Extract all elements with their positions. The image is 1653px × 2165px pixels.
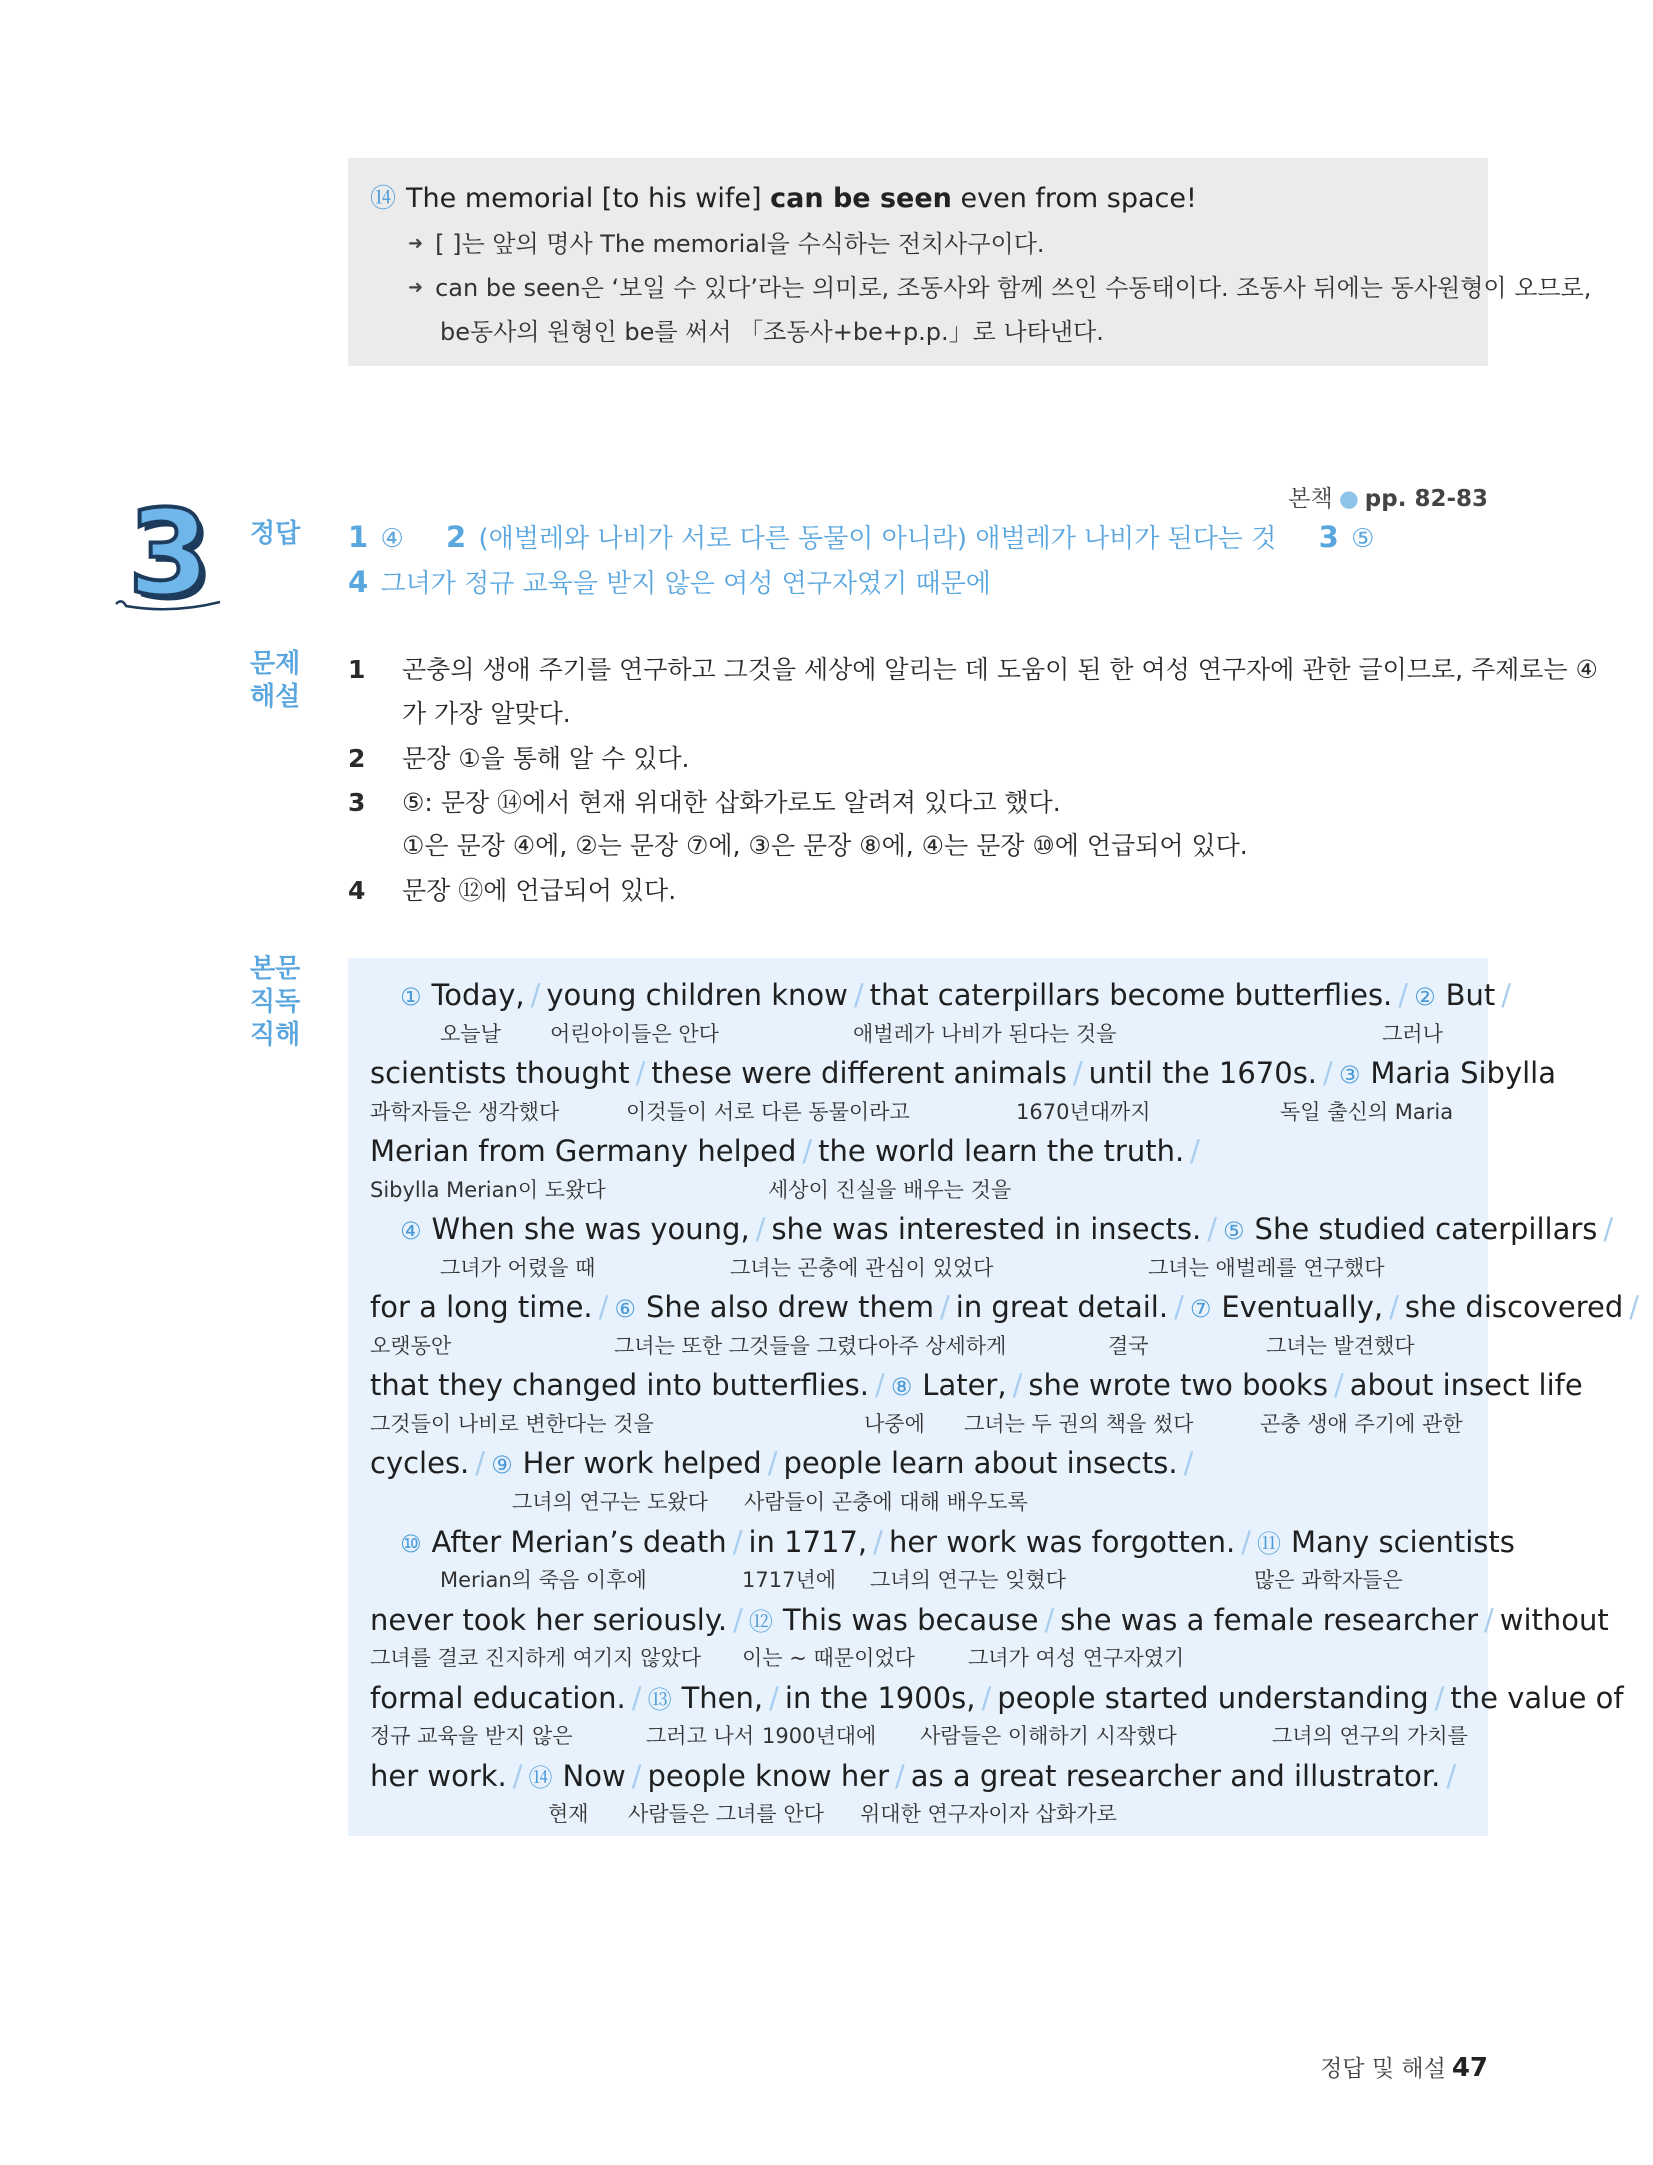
explanation-item-3-cont: ①은 문장 ④에, ②는 문장 ⑦에, ③은 문장 ⑧에, ④는 문장 ⑩에 언급되어 있다.	[402, 831, 1248, 860]
gloss: 오늘날	[440, 1022, 501, 1046]
gloss: 그녀가 어렸을 때	[440, 1256, 596, 1280]
gloss: 그녀는 곤충에 관심이 있었다	[730, 1256, 994, 1280]
gloss: 세상이 진실을 배우는 것을	[768, 1178, 1012, 1202]
passage-line-4: ④ When she was young, / she was interested in insects. / ⑤ She studied caterpillars /	[400, 1212, 1614, 1246]
gloss: 사람들이 곤충에 대해 배우도록	[744, 1490, 1028, 1514]
explanation-item-1: 1 곤충의 생애 주기를 연구하고 그것을 세상에 알리는 데 도움이 된 한 여성 연구자에 관한 글이므로, 주제로는 ④	[348, 655, 1598, 684]
explanation-item-3: 3 ⑤: 문장 ⑭에서 현재 위대한 삽화가로도 알려져 있다고 했다.	[348, 788, 1061, 817]
sentence-number: ⑭	[370, 184, 397, 214]
gloss: 그러나	[1382, 1022, 1443, 1046]
gloss: 독일 출신의 Maria	[1280, 1100, 1454, 1124]
gloss: 사람들은 그녀를 안다	[628, 1802, 824, 1826]
gloss: 그녀의 연구의 가치를	[1272, 1724, 1468, 1748]
grammar-note-box	[348, 158, 1592, 366]
grammar-note-2: ➜ can be seen은 ‘보일 수 있다’라는 의미로, 조동사와 함께 쓰인 수동태이다. 조동사 뒤에는 동사원형이 오므로,	[408, 274, 1592, 302]
grammar-note-sentence: ⑭ The memorial [to his wife] can be seen even from space!	[370, 183, 1197, 214]
arrow-icon: ➜	[408, 233, 424, 254]
bullet-dot-icon: ●	[1338, 486, 1359, 512]
passage-line-6: that they changed into butterflies. / ⑧ Later, / she wrote two books / about insect life	[370, 1368, 1583, 1402]
gloss: 사람들은 이해하기 시작했다	[920, 1724, 1177, 1748]
answers-row-2: 4 그녀가 정규 교육을 받지 않은 여성 연구자였기 때문에	[348, 565, 991, 599]
explanation-item-1-cont: 가 가장 알맞다.	[402, 699, 571, 728]
page-footer: 정답 및 해설 47	[1320, 2053, 1488, 2083]
passage-line-2: scientists thought / these were different animals / until the 1670s. / ③ Maria Sibylla	[370, 1056, 1557, 1090]
gloss: 1717년에	[742, 1568, 837, 1592]
answers-label: 정답	[250, 519, 301, 549]
reading-passage-box	[348, 958, 1640, 1836]
arrow-icon: ➜	[408, 277, 424, 298]
passage-line-8: ⑩ After Merian’s death / in 1717, / her work was forgotten. / ⑪ Many scientists	[400, 1525, 1515, 1559]
gloss: Sibylla Merian이 도왔다	[370, 1178, 606, 1202]
gloss: 그녀는 애벌레를 연구했다	[1148, 1256, 1385, 1280]
explanation-label: 문제 해설	[250, 649, 301, 712]
question-number: 3	[128, 484, 211, 622]
passage-line-1: ① Today, / young children know / that caterpillars become butterflies. / ② But /	[400, 978, 1512, 1012]
gloss: 그녀는 발견했다	[1266, 1334, 1415, 1358]
gloss: 많은 과학자들은	[1254, 1568, 1403, 1592]
gloss: 그녀를 결코 진지하게 여기지 않았다	[370, 1646, 701, 1670]
reading-label: 본문 직독 직해	[250, 954, 301, 1050]
gloss: 애벌레가 나비가 된다는 것을	[853, 1022, 1117, 1046]
gloss: 그러고 나서	[646, 1724, 755, 1748]
gloss: 그녀는 또한 그것들을 그렸다	[614, 1334, 878, 1358]
gloss: 결국	[1108, 1334, 1149, 1358]
passage-line-10: formal education. / ⑬ Then, / in the 1900s, / people started understanding / the value of	[370, 1681, 1624, 1715]
grammar-note-2-cont: be동사의 원형인 be를 써서 「조동사+be+p.p.」로 나타낸다.	[440, 318, 1104, 346]
page-number: 47	[1451, 2053, 1488, 2083]
gloss: 1670년대까지	[1016, 1100, 1151, 1124]
passage-line-11: her work. / ⑭ Now / people know her / as a great researcher and illustrator. /	[370, 1759, 1457, 1793]
gloss: 현재	[548, 1802, 589, 1826]
gloss: 나중에	[864, 1412, 925, 1436]
gloss: 곤충 생애 주기에 관한	[1260, 1412, 1463, 1436]
passage-line-7: cycles. / ⑨ Her work helped / people learn about insects. /	[370, 1446, 1194, 1480]
gloss: 그것들이 나비로 변한다는 것을	[370, 1412, 654, 1436]
page-reference: 본책 ● pp. 82-83	[1288, 486, 1488, 512]
swoosh-decoration	[112, 594, 232, 616]
gloss: 이것들이 서로 다른 동물이라고	[626, 1100, 910, 1124]
gloss: 그녀의 연구는 잊혔다	[870, 1568, 1066, 1592]
answers-row-1: 1 ④ 2 (애벌레와 나비가 서로 다른 동물이 아니라) 애벌레가 나비가 된다는 것 3 ⑤	[348, 520, 1375, 554]
passage-line-9: never took her seriously. / ⑫ This was because / she was a female researcher / without	[370, 1603, 1609, 1637]
explanation-item-4: 4 문장 ⑫에 언급되어 있다.	[348, 876, 677, 905]
passage-line-3: Merian from Germany helped / the world learn the truth. /	[370, 1134, 1200, 1168]
gloss: 1900년대에	[762, 1724, 877, 1748]
gloss: 그녀의 연구는 도왔다	[512, 1490, 708, 1514]
gloss: Merian의 죽음 이후에	[440, 1568, 647, 1592]
explanation-item-2: 2 문장 ①을 통해 알 수 있다.	[348, 744, 690, 773]
gloss: 어린아이들은 안다	[550, 1022, 719, 1046]
gloss: 과학자들은 생각했다	[370, 1100, 560, 1124]
passage-line-5: for a long time. / ⑥ She also drew them / in great detail. / ⑦ Eventually, / she discovered /	[370, 1290, 1640, 1324]
gloss: 아주 상세하게	[878, 1334, 1007, 1358]
gloss: 그녀는 두 권의 책을 썼다	[964, 1412, 1194, 1436]
grammar-note-1: ➜ [ ]는 앞의 명사 The memorial을 수식하는 전치사구이다.	[408, 230, 1045, 258]
gloss: 위대한 연구자이자 삽화가로	[860, 1802, 1117, 1826]
gloss: 이는 ~ 때문이었다	[742, 1646, 915, 1670]
gloss: 정규 교육을 받지 않은	[370, 1724, 573, 1748]
gloss: 오랫동안	[370, 1334, 452, 1358]
gloss: 그녀가 여성 연구자였기	[968, 1646, 1185, 1670]
